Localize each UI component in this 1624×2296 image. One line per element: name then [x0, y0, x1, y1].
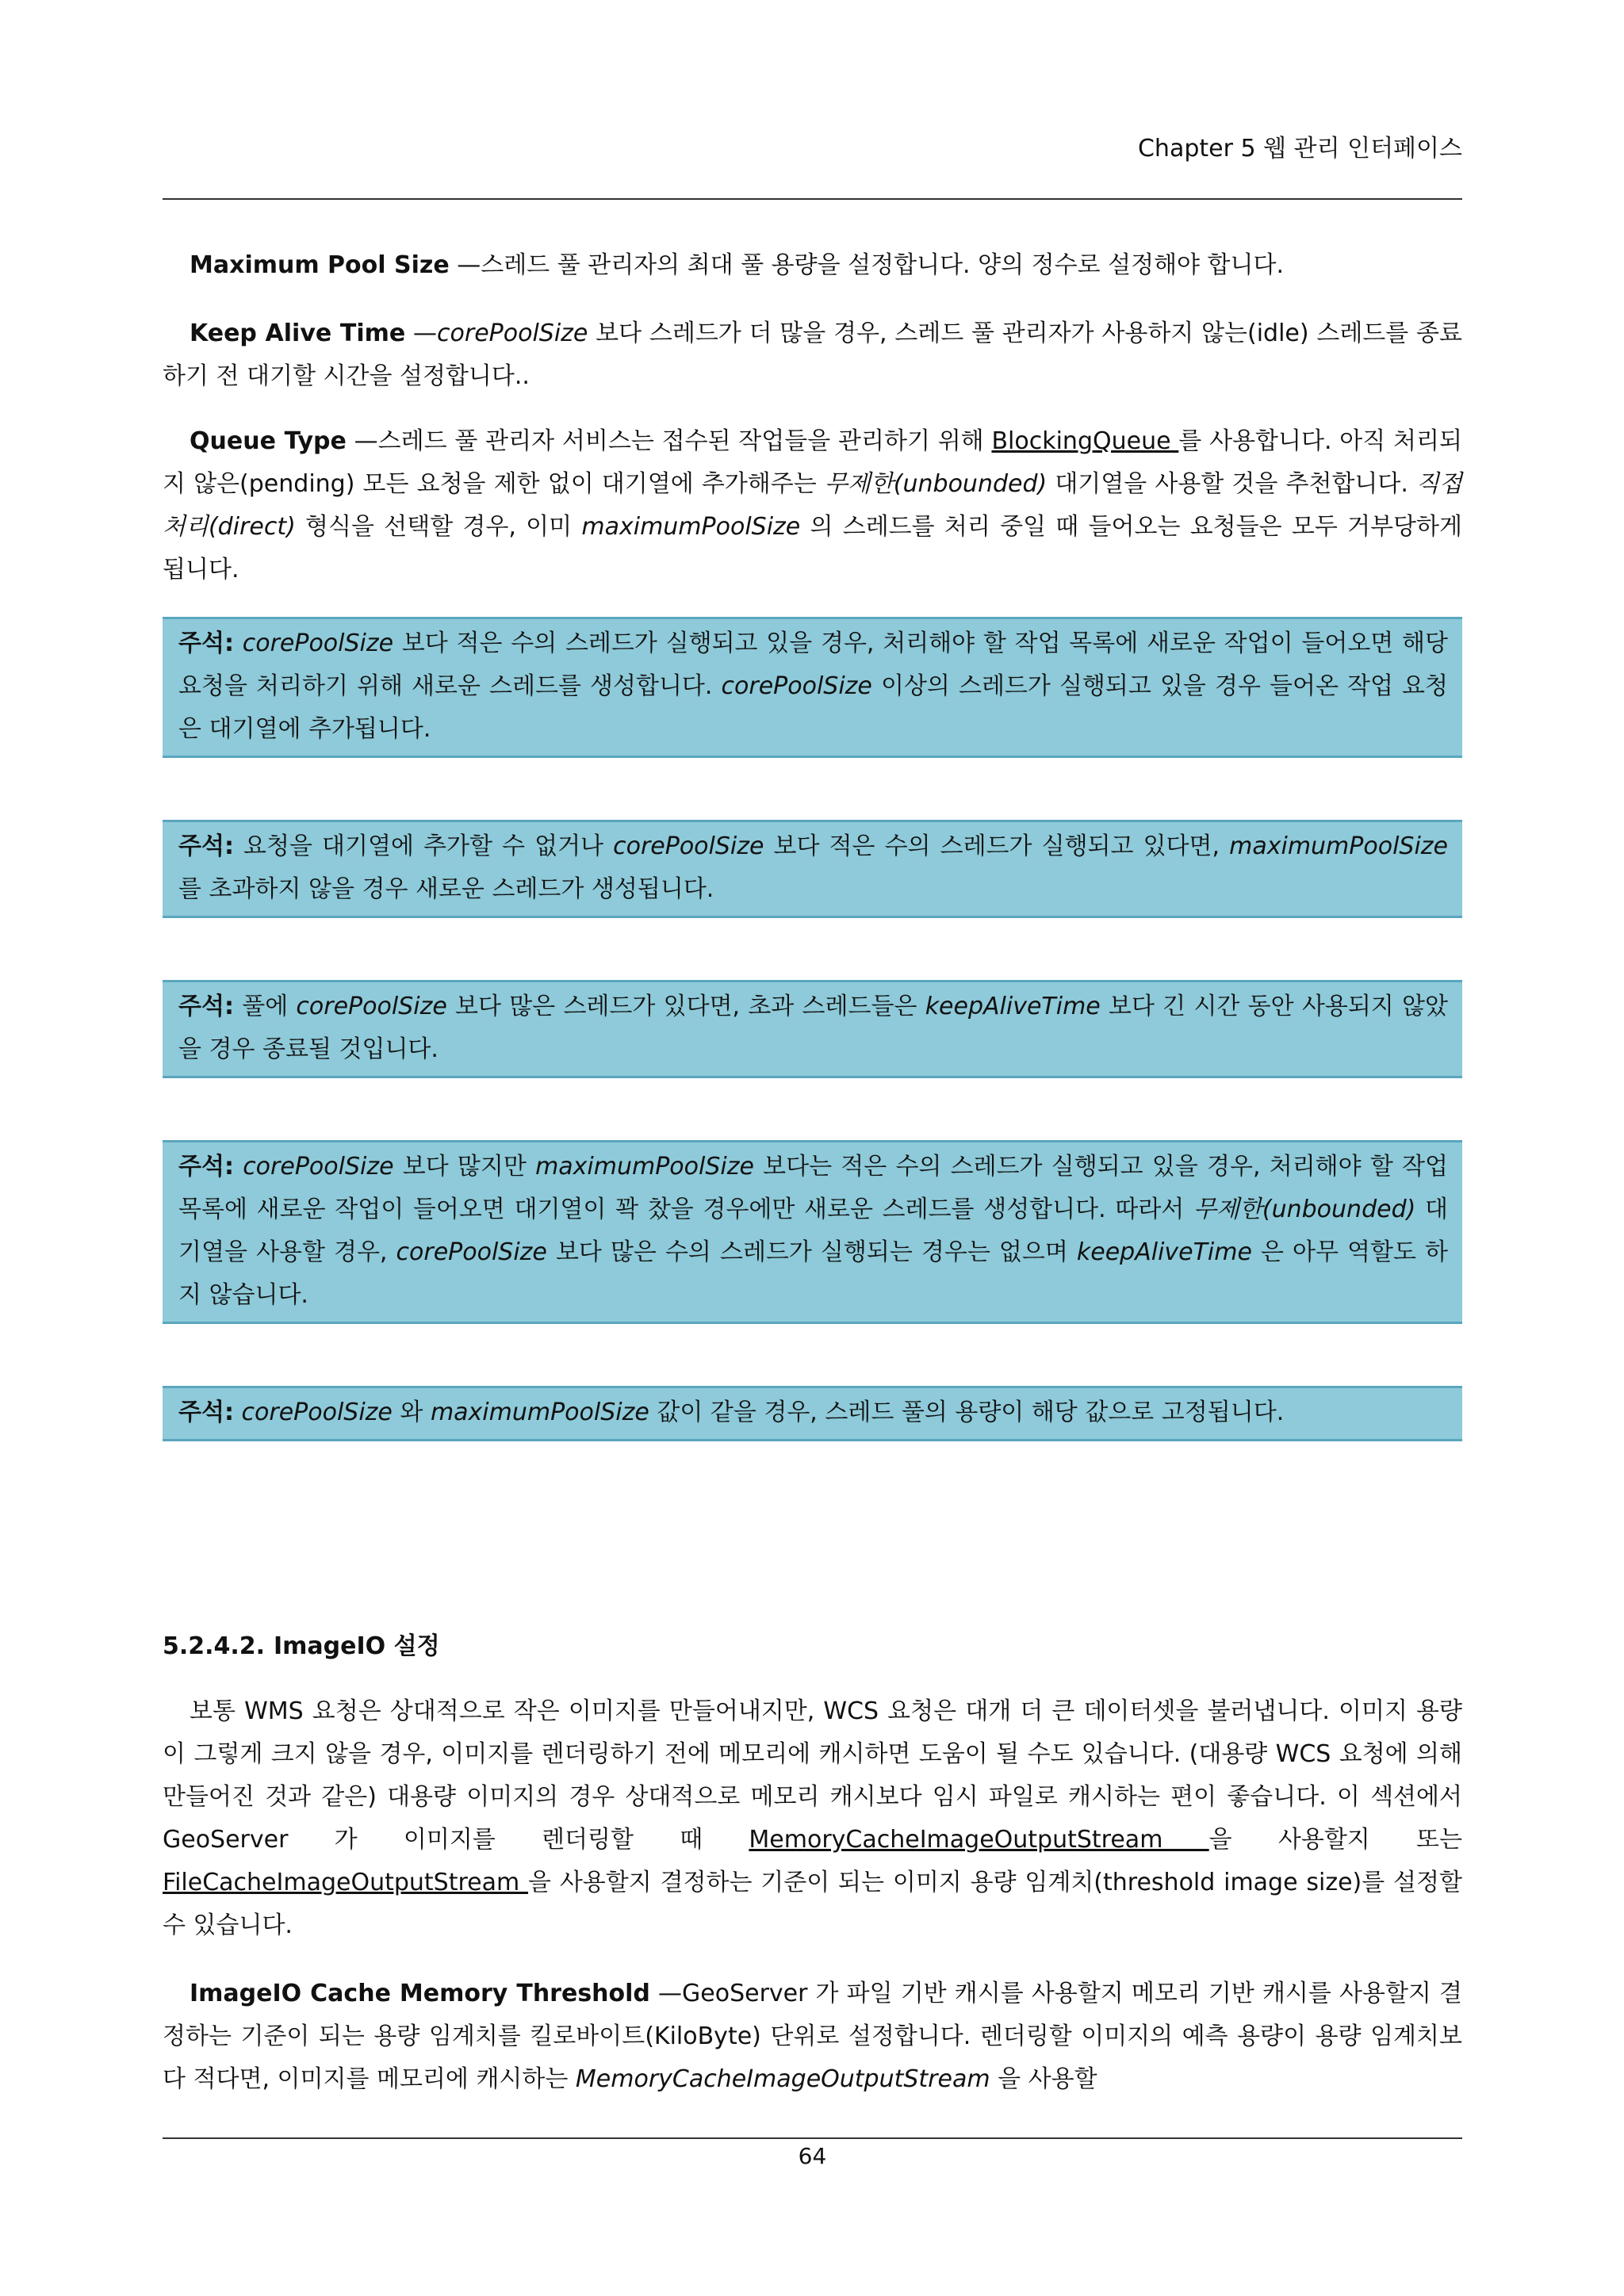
section-title: ImageIO 설정 — [274, 1632, 440, 1660]
paragraph-imageio-intro: 보통 WMS 요청은 상대적으로 작은 이미지를 만들어내지만, WCS 요청은 대개 더 큰 데이터셋을 불러냅니다. 이미지 용량이 그렇게 크지 않을 경우, 이미지를 렌더링하기 전에 메모리에 캐시하면 도움이 될 수도 있습니다. (대용량 WCS 요청에 의해 만들어진 것과 같은) 대용량 이미지의 경우 상대적으로 메모리 캐시보다 임시 파일로 캐시하는 편이 좋습니다. 이 섹션에서 GeoServer 가 이미지를 렌더링할 때 MemoryCacheImageOutputStream 을 사용할지 또는 FileCacheImageOutputStream 을 사용할지 결정하는 기준이 되는 이미지 용량 임계치(threshold image size)를 설정할 수 있습니다. — [163, 1697, 1462, 1939]
section-number: 5.2.4.2. — [163, 1632, 266, 1660]
header-rule — [163, 198, 1462, 200]
note-label: 주석: — [178, 832, 234, 860]
note-box-4: 주석: corePoolSize 보다 많지만 maximumPoolSize 보다는 적은 수의 스레드가 실행되고 있을 경우, 처리해야 할 작업 목록에 새로운 작업이 들어오면 대기열이 꽉 찼을 경우에만 새로운 스레드를 생성합니다. 따라서 무제한(unbounded) 대기열을 사용할 경우, corePoolSize 보다 많은 수의 스레드가 실행되는 경우는 없으며 keepAliveTime 은 아무 역할도 하지 않습니다. — [163, 1140, 1462, 1324]
note-box-1: 주석: corePoolSize 보다 적은 수의 스레드가 실행되고 있을 경우, 처리해야 할 작업 목록에 새로운 작업이 들어오면 해당 요청을 처리하기 위해 새로운 스레드를 생성합니다. corePoolSize 이상의 스레드가 실행되고 있을 경우 들어온 작업 요청은 대기열에 추가됩니다. — [163, 617, 1462, 758]
note-box-5: 주석: corePoolSize 와 maximumPoolSize 값이 같을 경우, 스레드 풀의 용량이 해당 값으로 고정됩니다. — [163, 1386, 1462, 1441]
link-file-cache-stream[interactable]: FileCacheImageOutputStream — [163, 1869, 529, 1896]
paragraph-imageio-threshold: ImageIO Cache Memory Threshold —GeoServer 가 파일 기반 캐시를 사용할지 메모리 기반 캐시를 사용할지 결정하는 기준이 되는 용량 임계치를 킬로바이트(KiloByte) 단위로 설정합니다. 렌더링할 이미지의 예측 용량이 용량 임계치보다 적다면, 이미지를 메모리에 캐시하는 MemoryCacheImageOutputStream 을 사용할 — [163, 1980, 1462, 2093]
link-memory-cache-stream[interactable]: MemoryCacheImageOutputStream — [749, 1826, 1209, 1854]
note-label: 주석: — [178, 993, 234, 1020]
paragraph-keep-alive-time: Keep Alive Time —corePoolSize 보다 스레드가 더 많을 경우, 스레드 풀 관리자가 사용하지 않는(idle) 스레드를 종료하기 전 대기할 시간을 설정합니다.. — [163, 320, 1462, 390]
term-imageio-threshold: ImageIO Cache Memory Threshold — [190, 1980, 650, 2007]
note-box-3: 주석: 풀에 corePoolSize 보다 많은 스레드가 있다면, 초과 스레드들은 keepAliveTime 보다 긴 시간 동안 사용되지 않았을 경우 종료될 것입니다. — [163, 980, 1462, 1078]
paragraph-max-pool-size: Maximum Pool Size —스레드 풀 관리자의 최대 풀 용량을 설정합니다. 양의 정수로 설정해야 합니다. — [190, 251, 1285, 279]
section-heading — [163, 1625, 1462, 1668]
paragraph-queue-type: Queue Type —스레드 풀 관리자 서비스는 접수된 작업들을 관리하기 위해 BlockingQueue 를 사용합니다. 아직 처리되지 않은(pending) 모든 요청을 제한 없이 대기열에 추가해주는 무제한(unbounded) 대기열을 사용할 것을 추천합니다. 직접 처리(direct) 형식을 선택할 경우, 이미 maximumPoolSize 의 스레드를 처리 중일 때 들어오는 요청들은 모두 거부당하게 됩니다. — [163, 427, 1462, 584]
term-queue-type: Queue Type — [190, 427, 347, 455]
link-blocking-queue[interactable]: BlockingQueue — [991, 427, 1179, 455]
running-header: Chapter 5 웹 관리 인터페이스 — [1137, 135, 1462, 163]
term-max-pool-size: Maximum Pool Size — [190, 251, 450, 279]
note-box-2: 주석: 요청을 대기열에 추가할 수 없거나 corePoolSize 보다 적은 수의 스레드가 실행되고 있다면, maximumPoolSize 를 초과하지 않을 경우 새로운 스레드가 생성됩니다. — [163, 820, 1462, 918]
note-label: 주석: — [178, 629, 234, 657]
page-content — [163, 244, 1462, 2126]
term-keep-alive-time: Keep Alive Time — [190, 320, 406, 347]
page-number: 64 — [798, 2143, 827, 2169]
footer-rule — [163, 2137, 1462, 2139]
note-label: 주석: — [178, 1399, 234, 1426]
note-label: 주석: — [178, 1153, 234, 1181]
